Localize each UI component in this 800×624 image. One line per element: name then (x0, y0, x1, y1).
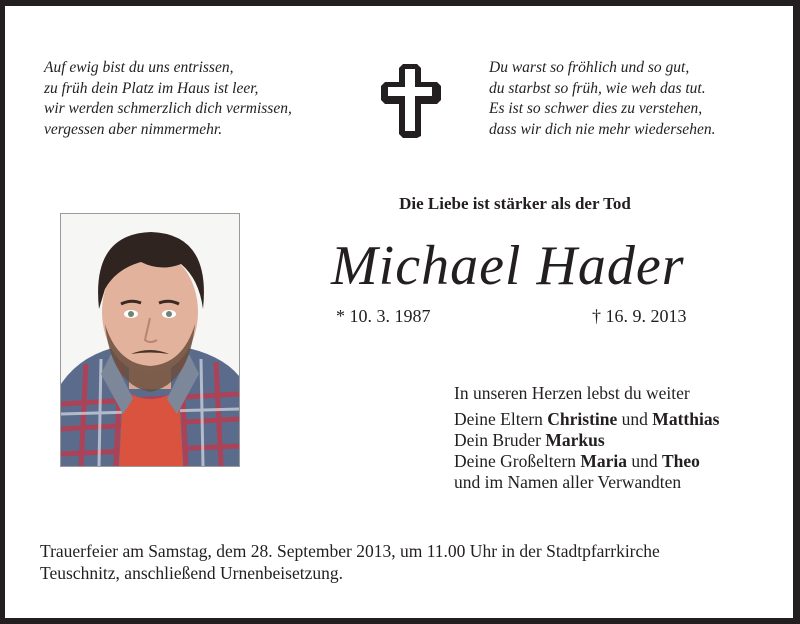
family-intro: In unseren Herzen lebst du weiter (454, 383, 690, 403)
poem-line: vergessen aber nimmermehr. (44, 120, 223, 138)
portrait-photo (60, 213, 240, 467)
closing-line: und im Namen aller Verwandten (454, 472, 682, 492)
grandparent-name: Maria (580, 451, 627, 471)
poem-line: dass wir dich nie mehr wiedersehen. (489, 120, 716, 138)
conjunction: und (621, 409, 648, 429)
parents-prefix: Deine Eltern (454, 409, 543, 429)
obituary-card (5, 6, 793, 618)
grandparents-prefix: Deine Großeltern (454, 451, 576, 471)
poem-line: zu früh dein Platz im Haus ist leer, (44, 79, 259, 97)
brother-prefix: Dein Bruder (454, 430, 541, 450)
brother-line (454, 430, 719, 451)
service-line: Teuschnitz, anschließend Urnenbeisetzung. (40, 563, 343, 583)
poem-left (44, 58, 292, 140)
parent-name: Matthias (652, 409, 720, 429)
service-line: Trauerfeier am Samstag, dem 28. September 2013, um 11.00 Uhr in der Stadtpfarrkirche (40, 541, 660, 561)
poem-right (489, 58, 715, 140)
motto-heading: Die Liebe ist stärker als der Tod (399, 194, 631, 213)
grandparent-name: Theo (662, 451, 700, 471)
poem-line: du starbst so früh, wie weh das tut. (489, 79, 706, 97)
birth-date: * 10. 3. 1987 (336, 306, 431, 326)
poem-line: Du warst so fröhlich und so gut, (489, 59, 690, 76)
parents-line (454, 409, 719, 430)
family-mourners (454, 383, 719, 493)
conjunction: und (631, 451, 658, 471)
grandparents-line (454, 451, 719, 472)
brother-name: Markus (545, 430, 605, 450)
cross-icon (381, 62, 443, 140)
poem-line: Auf ewig bist du uns entrissen, (44, 59, 234, 76)
parent-name: Christine (547, 409, 618, 429)
poem-line: wir werden schmerzlich dich vermissen, (44, 100, 292, 117)
death-date: † 16. 9. 2013 (592, 306, 687, 326)
funeral-service-info (40, 540, 660, 584)
deceased-name: Michael Hader (331, 235, 685, 297)
poem-line: Es ist so schwer dies zu verstehen, (489, 100, 703, 117)
